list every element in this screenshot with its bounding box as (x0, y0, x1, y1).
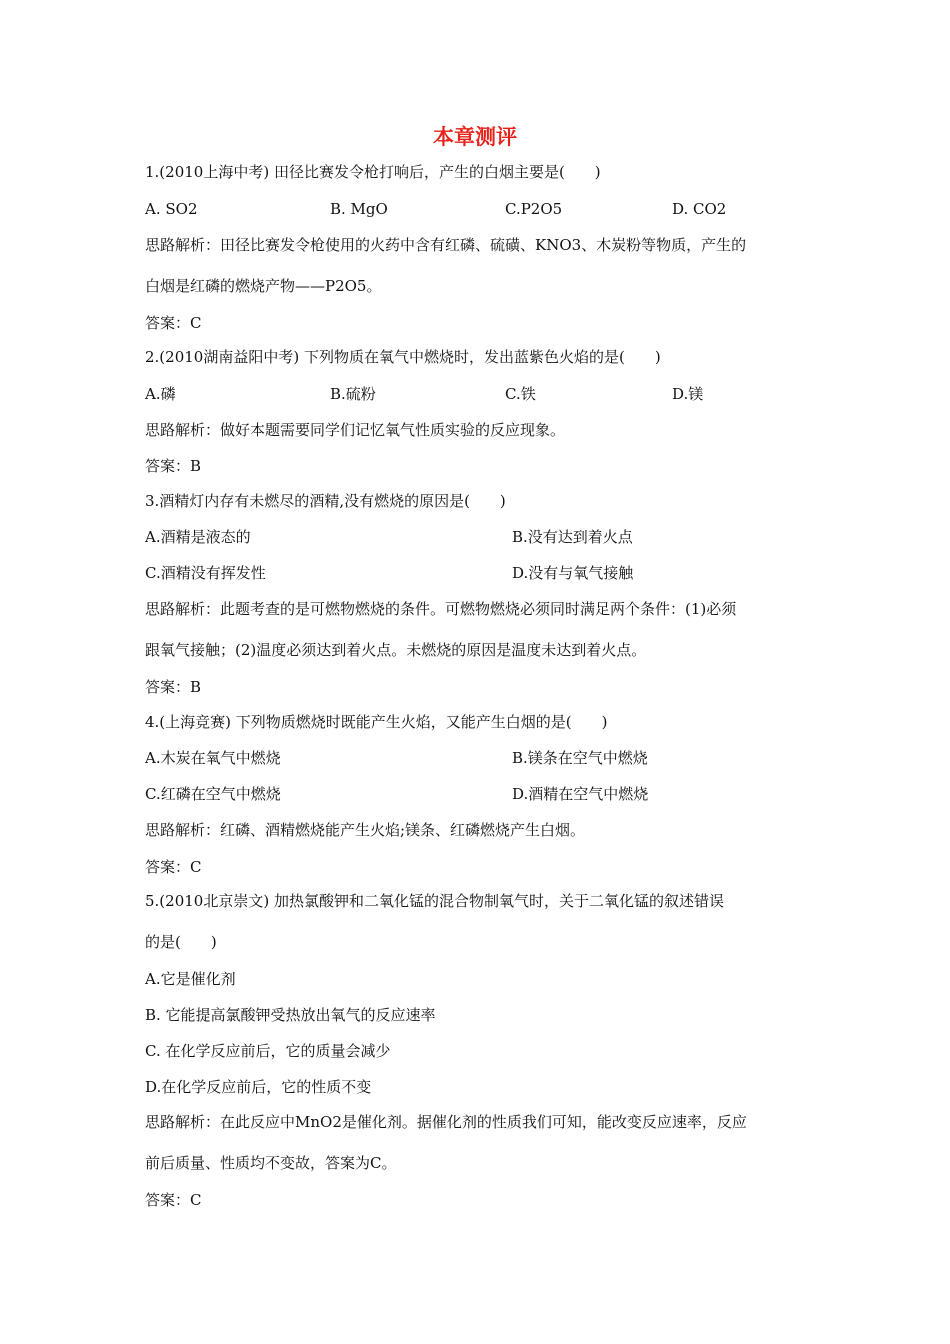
question-2-option-b: B.硫粉 (330, 385, 376, 403)
question-5-stem-line-2: 的是( ) (145, 933, 217, 951)
question-1-answer: 答案：C (145, 314, 202, 332)
question-2-option-c: C.铁 (505, 385, 536, 403)
question-3-option-a: A.酒精是液态的 (145, 528, 251, 546)
question-4-option-a: A.木炭在氧气中燃烧 (145, 749, 281, 767)
question-3-option-b: B.没有达到着火点 (512, 528, 633, 546)
question-4-option-c: C.红磷在空气中燃烧 (145, 785, 281, 803)
question-5-analysis-line-1: 思路解析：在此反应中MnO2是催化剂。据催化剂的性质我们可知，能改变反应速率，反应 (145, 1113, 747, 1131)
question-2-option-a: A.磷 (145, 385, 176, 403)
question-3-stem: 3.酒精灯内存有未燃尽的酒精,没有燃烧的原因是( ) (145, 492, 506, 510)
question-2-stem: 2.(2010湖南益阳中考) 下列物质在氧气中燃烧时，发出蓝紫色火焰的是( ) (145, 348, 661, 366)
question-4-option-d: D.酒精在空气中燃烧 (512, 785, 649, 803)
question-4-stem: 4.(上海竞赛) 下列物质燃烧时既能产生火焰，又能产生白烟的是( ) (145, 713, 608, 731)
question-5-option-c: C. 在化学反应前后，它的质量会减少 (145, 1042, 391, 1060)
question-1-option-d: D. CO2 (672, 200, 727, 218)
question-5-analysis-line-2: 前后质量、性质均不变故，答案为C。 (145, 1154, 397, 1172)
question-2-analysis-line-1: 思路解析：做好本题需要同学们记忆氧气性质实验的反应现象。 (145, 421, 566, 439)
question-3-analysis-line-1: 思路解析：此题考查的是可燃物燃烧的条件。可燃物燃烧必须同时满足两个条件：(1)必须 (145, 600, 737, 618)
question-1-option-a: A. SO2 (145, 200, 198, 218)
question-3-answer: 答案：B (145, 678, 202, 696)
question-1-analysis-line-2: 白烟是红磷的燃烧产物——P2O5。 (145, 277, 382, 295)
question-2-answer: 答案：B (145, 457, 202, 475)
question-5-option-a: A.它是催化剂 (145, 970, 236, 988)
question-4-analysis-line-1: 思路解析：红磷、酒精燃烧能产生火焰;镁条、红磷燃烧产生白烟。 (145, 821, 586, 839)
question-5-option-d: D.在化学反应前后，它的性质不变 (145, 1078, 372, 1096)
question-5-stem-line-1: 5.(2010北京崇文) 加热氯酸钾和二氧化锰的混合物制氧气时，关于二氧化锰的叙述错误 (145, 892, 724, 910)
question-1-analysis-line-1: 思路解析：田径比赛发令枪使用的火药中含有红磷、硫磺、KNO3、木炭粉等物质，产生的 (145, 236, 747, 254)
question-4-option-b: B.镁条在空气中燃烧 (512, 749, 648, 767)
question-3-option-c: C.酒精没有挥发性 (145, 564, 266, 582)
page-title: 本章测评 (433, 125, 517, 149)
question-4-answer: 答案：C (145, 858, 202, 876)
question-3-analysis-line-2: 跟氧气接触；(2)温度必须达到着火点。未燃烧的原因是温度未达到着火点。 (145, 641, 647, 659)
question-1-stem: 1.(2010上海中考) 田径比赛发令枪打响后，产生的白烟主要是( ) (145, 163, 601, 181)
question-1-option-b: B. MgO (330, 200, 388, 218)
question-5-answer: 答案：C (145, 1191, 202, 1209)
question-3-option-d: D.没有与氧气接触 (512, 564, 634, 582)
question-5-option-b: B. 它能提高氯酸钾受热放出氧气的反应速率 (145, 1006, 436, 1024)
question-1-option-c: C.P2O5 (505, 200, 563, 218)
question-2-option-d: D.镁 (672, 385, 704, 403)
